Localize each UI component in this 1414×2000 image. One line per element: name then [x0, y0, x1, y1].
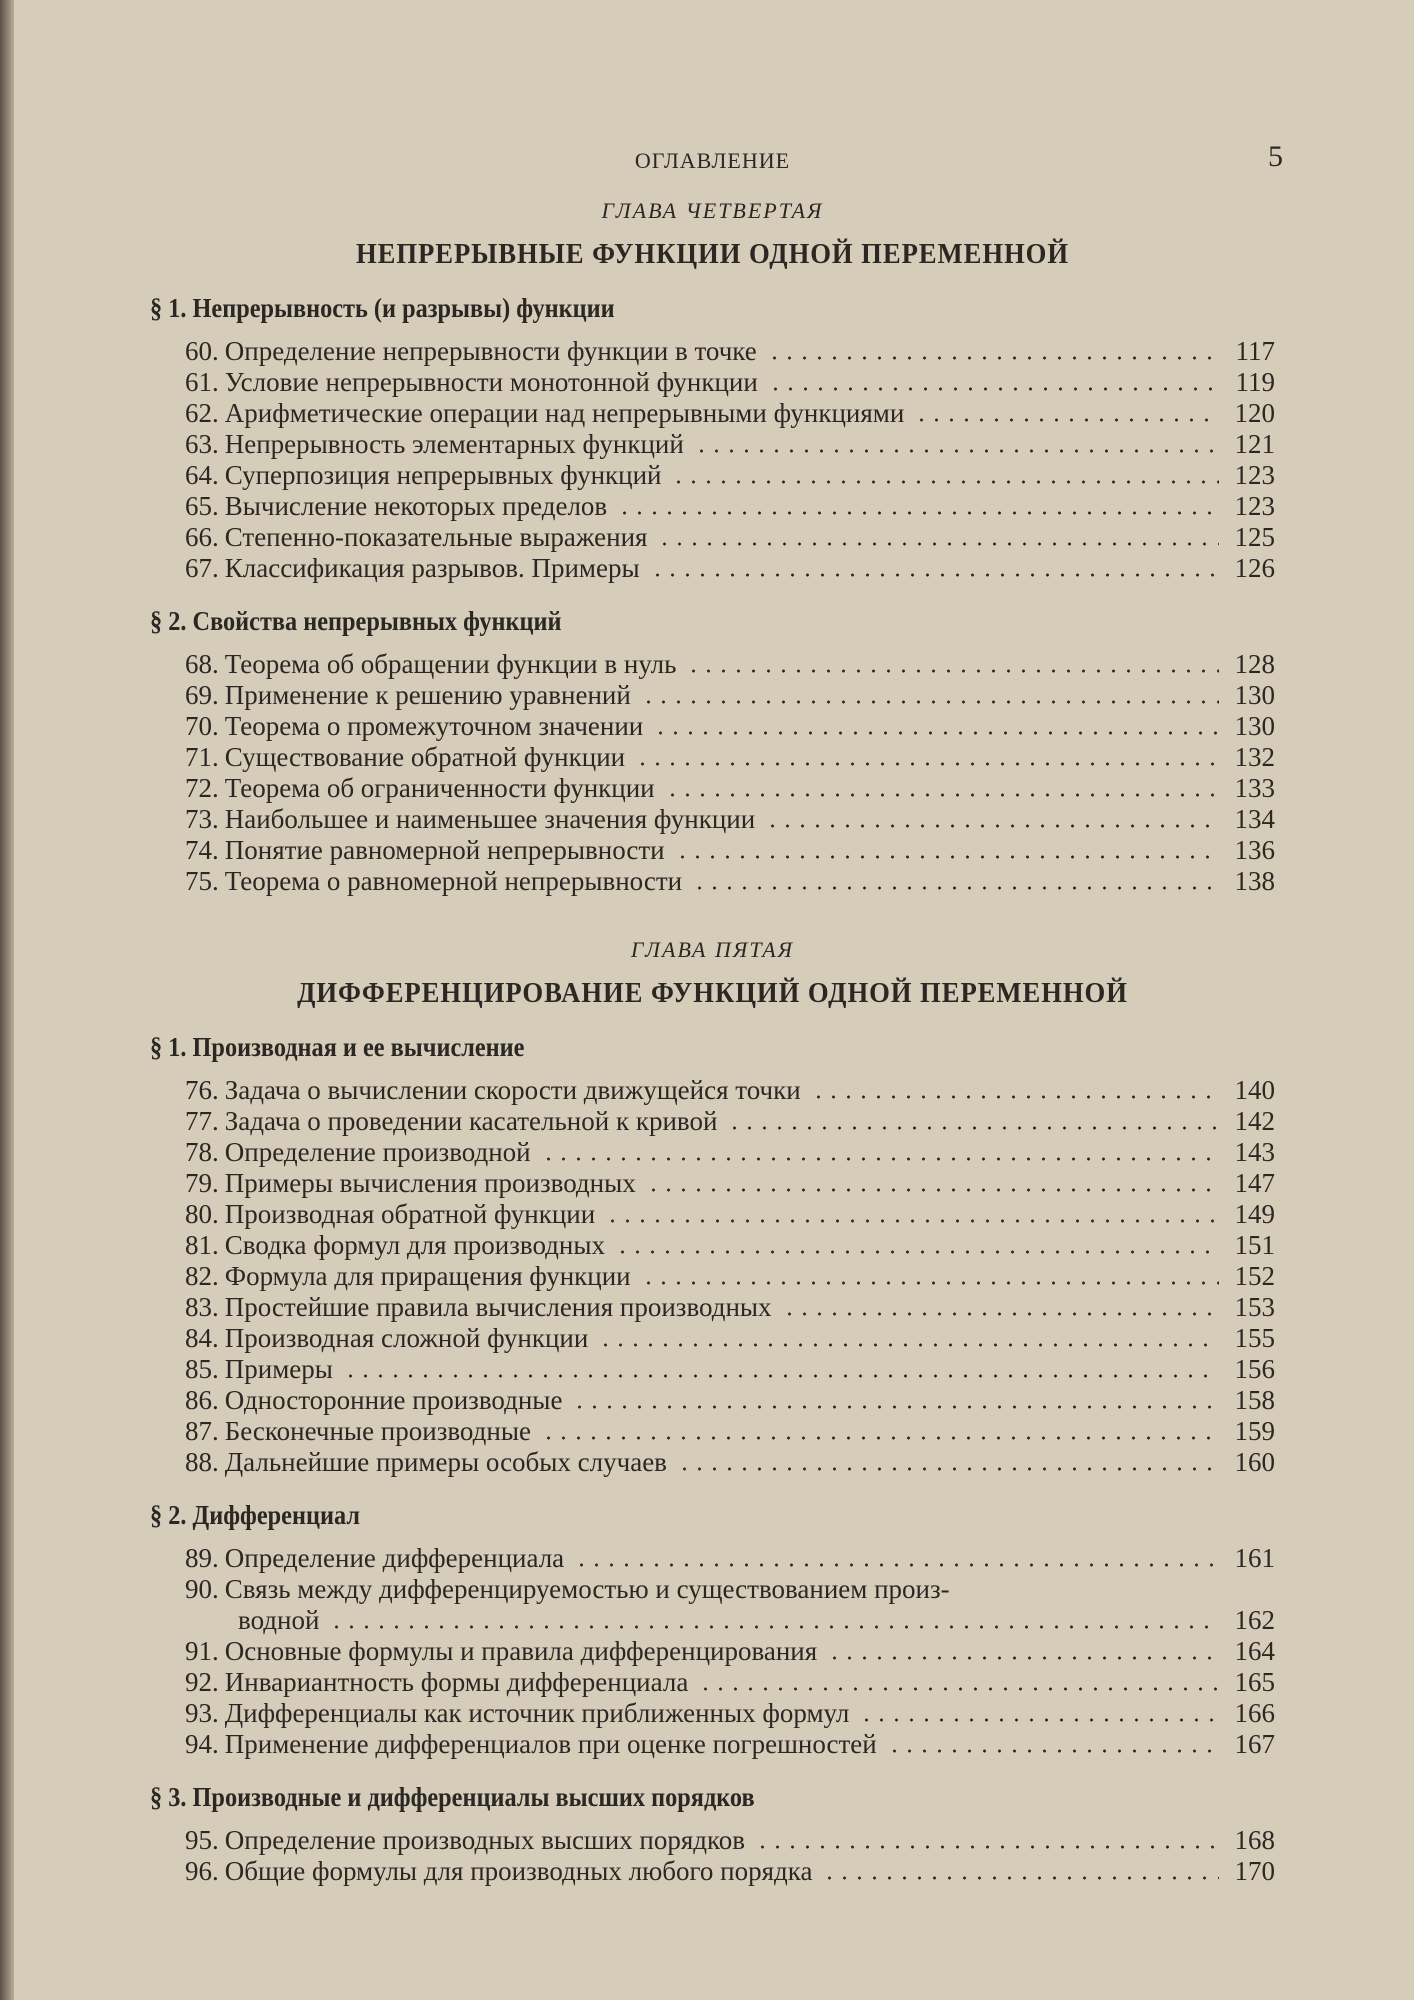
- toc-entry: [150, 1075, 1275, 1106]
- dot-leader: [686, 669, 1219, 673]
- entry-title: Наибольшее и наименьшее значения функции: [224, 804, 756, 834]
- entry-page: 138: [1234, 866, 1275, 896]
- dot-leader: [646, 1188, 1219, 1192]
- entry-page: 132: [1234, 742, 1275, 772]
- toc-entry: [150, 1416, 1275, 1447]
- entry-title: Применение дифференциалов при оценке погрешностей: [224, 1729, 877, 1759]
- toc-entry: [150, 1667, 1275, 1698]
- entry-title: Задача о проведении касательной к кривой: [224, 1106, 718, 1136]
- entry-title: Связь между дифференцируемостью и существованием произ-: [224, 1574, 950, 1604]
- entry-title: Примеры: [224, 1354, 333, 1384]
- entry-number: 78.: [185, 1137, 219, 1167]
- dot-leader: [698, 1687, 1219, 1691]
- entry-number: 60.: [185, 336, 219, 366]
- entry-title: Формула для приращения функции: [224, 1261, 631, 1291]
- entry-number: 85.: [185, 1354, 219, 1384]
- toc-entry: [150, 522, 1275, 553]
- entry-title: Определение дифференциала: [224, 1543, 565, 1573]
- entry-page: 133: [1234, 773, 1275, 803]
- dot-leader: [914, 418, 1219, 422]
- toc-entry: [150, 398, 1275, 429]
- entry-page: 128: [1234, 649, 1275, 679]
- entry-title: Степенно-показательные выражения: [224, 522, 648, 552]
- entry-number: 87.: [185, 1416, 219, 1446]
- dot-leader: [657, 542, 1219, 546]
- entry-number: 62.: [185, 398, 219, 428]
- entry-page: 120: [1234, 398, 1275, 428]
- toc-entry: [150, 1636, 1275, 1667]
- entry-page: 162: [1234, 1605, 1275, 1635]
- entry-title: Определение производных высших порядков: [224, 1825, 746, 1855]
- entry-number: 93.: [185, 1698, 219, 1728]
- entry-title: Непрерывность элементарных функций: [224, 429, 684, 459]
- entry-number: 88.: [185, 1447, 219, 1477]
- entry-number: 89.: [185, 1543, 219, 1573]
- dot-leader: [694, 449, 1219, 453]
- entry-title: Бесконечные производные: [224, 1416, 531, 1446]
- dot-leader: [811, 1095, 1219, 1099]
- entry-number: 64.: [185, 460, 219, 490]
- entry-page: 160: [1234, 1447, 1275, 1477]
- entry-number: 61.: [185, 367, 219, 397]
- toc-entry: [150, 649, 1275, 680]
- entry-number: 66.: [185, 522, 219, 552]
- dot-leader: [887, 1749, 1219, 1753]
- dot-leader: [692, 886, 1219, 890]
- dot-leader: [859, 1718, 1219, 1722]
- toc-entry: [150, 336, 1275, 367]
- entry-number: 74.: [185, 835, 219, 865]
- entry-page: 151: [1234, 1230, 1275, 1260]
- toc-entry: [150, 1856, 1275, 1887]
- entry-number: 90.: [185, 1574, 219, 1604]
- dot-leader: [675, 855, 1219, 859]
- entry-title: Общие формулы для производных любого порядка: [224, 1856, 813, 1886]
- entry-title: Односторонние производные: [224, 1385, 563, 1415]
- toc-entry: [150, 1230, 1275, 1261]
- entry-number: 68.: [185, 649, 219, 679]
- entry-number: 80.: [185, 1199, 219, 1229]
- chapter-label: ГЛАВА ЧЕТВЕРТАЯ: [601, 198, 824, 223]
- entry-number: 83.: [185, 1292, 219, 1322]
- chapter-title: НЕПРЕРЫВНЫЕ ФУНКЦИИ ОДНОЙ ПЕРЕМЕННОЙ: [355, 238, 1070, 270]
- entry-title: Основные формулы и правила дифференцирования: [224, 1636, 818, 1666]
- entry-title: Условие непрерывности монотонной функции: [224, 367, 758, 397]
- entry-page: 121: [1234, 429, 1275, 459]
- dot-leader: [541, 1436, 1219, 1440]
- page-number: 5: [1268, 140, 1283, 173]
- entry-page: 170: [1234, 1856, 1275, 1886]
- running-header: [150, 140, 1283, 180]
- dot-leader: [765, 824, 1219, 828]
- dot-leader: [827, 1656, 1219, 1660]
- toc-entry: [150, 804, 1275, 835]
- running-title: ОГЛАВЛЕНИЕ: [634, 148, 791, 173]
- section-heading: § 1. Непрерывность (и разрывы) функции: [150, 293, 615, 323]
- entry-title: Задача о вычислении скорости движущейся точки: [224, 1075, 801, 1105]
- entry-title: Простейшие правила вычисления производных: [224, 1292, 772, 1322]
- entry-page: 123: [1234, 460, 1275, 490]
- entry-number: 92.: [185, 1667, 219, 1697]
- entry-number: 63.: [185, 429, 219, 459]
- entry-page: 156: [1234, 1354, 1275, 1384]
- entry-page: 130: [1234, 711, 1275, 741]
- entry-number: 71.: [185, 742, 219, 772]
- toc-entry: [150, 1447, 1275, 1478]
- dot-leader: [615, 1250, 1219, 1254]
- toc-entry: [150, 1323, 1275, 1354]
- entry-number: 72.: [185, 773, 219, 803]
- chapter: [150, 937, 1275, 1887]
- entry-title: Производная сложной функции: [224, 1323, 589, 1353]
- entry-page: 153: [1234, 1292, 1275, 1322]
- section-heading: § 3. Производные и дифференциалы высших порядков: [150, 1782, 755, 1812]
- entry-title: Теорема об ограниченности функции: [224, 773, 655, 803]
- toc-entry: [150, 553, 1275, 584]
- dot-leader: [541, 1157, 1219, 1161]
- entry-title: Арифметические операции над непрерывными функциями: [224, 398, 905, 428]
- entry-page: 130: [1234, 680, 1275, 710]
- entry-title: Определение непрерывности функции в точке: [224, 336, 757, 366]
- entry-number: 77.: [185, 1106, 219, 1136]
- entry-page: 168: [1234, 1825, 1275, 1855]
- entry-title: Классификация разрывов. Примеры: [224, 553, 640, 583]
- book-spine-edge: [0, 0, 14, 2000]
- dot-leader: [727, 1126, 1219, 1130]
- entry-page: 155: [1234, 1323, 1275, 1353]
- dot-leader: [822, 1876, 1219, 1880]
- entry-number: 96.: [185, 1856, 219, 1886]
- entry-title: Инвариантность формы дифференциала: [224, 1667, 689, 1697]
- entry-number: 81.: [185, 1230, 219, 1260]
- section-heading: § 2. Дифференциал: [150, 1500, 360, 1530]
- entry-title: Сводка формул для производных: [224, 1230, 605, 1260]
- toc-entry: [150, 1385, 1275, 1416]
- toc-page: [150, 140, 1283, 1887]
- entry-number: 79.: [185, 1168, 219, 1198]
- entry-number: 95.: [185, 1825, 219, 1855]
- entry-title: Теорема о промежуточном значении: [224, 711, 644, 741]
- toc-entry: [150, 742, 1275, 773]
- section-heading: § 2. Свойства непрерывных функций: [150, 606, 562, 636]
- entry-title: Применение к решению уравнений: [224, 680, 631, 710]
- table-of-contents: [150, 198, 1275, 1887]
- toc-entry: [150, 1354, 1275, 1385]
- toc-entry: [150, 1168, 1275, 1199]
- entry-title: Суперпозиция непрерывных функций: [224, 460, 662, 490]
- entry-title: Существование обратной функции: [224, 742, 626, 772]
- entry-title-continuation: водной: [238, 1605, 320, 1635]
- toc-entry: [150, 1199, 1275, 1230]
- dot-leader: [641, 1281, 1219, 1285]
- dot-leader: [598, 1343, 1219, 1347]
- entry-number: 69.: [185, 680, 219, 710]
- dot-leader: [768, 387, 1219, 391]
- section-heading: § 1. Производная и ее вычисление: [150, 1032, 525, 1062]
- entry-page: 147: [1234, 1168, 1275, 1198]
- entry-number: 73.: [185, 804, 219, 834]
- chapter-title: ДИФФЕРЕНЦИРОВАНИЕ ФУНКЦИЙ ОДНОЙ ПЕРЕМЕННОЙ: [297, 977, 1128, 1009]
- entry-title: Определение производной: [224, 1137, 531, 1167]
- entry-number: 91.: [185, 1636, 219, 1666]
- entry-title: Понятие равномерной непрерывности: [224, 835, 665, 865]
- entry-title: Примеры вычисления производных: [224, 1168, 636, 1198]
- dot-leader: [665, 793, 1219, 797]
- toc-entry: [150, 367, 1275, 398]
- toc-entry: [150, 429, 1275, 460]
- entry-page: 149: [1234, 1199, 1275, 1229]
- toc-entry: [150, 866, 1275, 897]
- entry-page: 159: [1234, 1416, 1275, 1446]
- entry-page: 142: [1234, 1106, 1275, 1136]
- dot-leader: [635, 762, 1219, 766]
- toc-entry: [150, 1137, 1275, 1168]
- toc-entry: [150, 1261, 1275, 1292]
- entry-page: 125: [1234, 522, 1275, 552]
- entry-title: Вычисление некоторых пределов: [224, 491, 608, 521]
- entry-page: 123: [1234, 491, 1275, 521]
- dot-leader: [650, 573, 1219, 577]
- dot-leader: [653, 731, 1219, 735]
- toc-entry: [150, 1574, 1275, 1605]
- entry-number: 84.: [185, 1323, 219, 1353]
- toc-entry: [150, 460, 1275, 491]
- entry-page: 126: [1234, 553, 1275, 583]
- entry-page: 165: [1234, 1667, 1275, 1697]
- entry-number: 70.: [185, 711, 219, 741]
- entry-title: Теорема об обращении функции в нуль: [224, 649, 677, 679]
- dot-leader: [671, 480, 1219, 484]
- entry-title: Дифференциалы как источник приближенных формул: [224, 1698, 850, 1728]
- toc-entry: [150, 491, 1275, 522]
- entry-page: 140: [1234, 1075, 1275, 1105]
- chapter: [150, 198, 1275, 897]
- dot-leader: [767, 356, 1219, 360]
- toc-entry: [150, 1698, 1275, 1729]
- toc-entry: [150, 1292, 1275, 1323]
- entry-page: 166: [1234, 1698, 1275, 1728]
- dot-leader: [329, 1625, 1219, 1629]
- dot-leader: [782, 1312, 1219, 1316]
- dot-leader: [343, 1374, 1219, 1378]
- toc-entry: [150, 680, 1275, 711]
- entry-page: 143: [1234, 1137, 1275, 1167]
- entry-title: Теорема о равномерной непрерывности: [224, 866, 683, 896]
- entry-page: 152: [1234, 1261, 1275, 1291]
- entry-page: 167: [1234, 1729, 1275, 1759]
- toc-entry: [150, 1106, 1275, 1137]
- entry-number: 67.: [185, 553, 219, 583]
- entry-number: 82.: [185, 1261, 219, 1291]
- entry-page: 161: [1234, 1543, 1275, 1573]
- dot-leader: [574, 1563, 1219, 1567]
- entry-title: Производная обратной функции: [224, 1199, 596, 1229]
- entry-number: 86.: [185, 1385, 219, 1415]
- entry-number: 94.: [185, 1729, 219, 1759]
- dot-leader: [755, 1845, 1219, 1849]
- toc-entry: [150, 773, 1275, 804]
- entry-page: 117: [1235, 336, 1275, 366]
- toc-entry: [150, 1825, 1275, 1856]
- entry-page: 158: [1234, 1385, 1275, 1415]
- entry-number: 76.: [185, 1075, 219, 1105]
- dot-leader: [677, 1467, 1219, 1471]
- toc-entry-continuation: [150, 1605, 1275, 1636]
- dot-leader: [572, 1405, 1219, 1409]
- toc-entry: [150, 711, 1275, 742]
- entry-page: 134: [1234, 804, 1275, 834]
- entry-page: 164: [1234, 1636, 1275, 1666]
- toc-entry: [150, 1543, 1275, 1574]
- entry-title: Дальнейшие примеры особых случаев: [224, 1447, 667, 1477]
- toc-entry: [150, 835, 1275, 866]
- entry-page: 119: [1235, 367, 1275, 397]
- entry-number: 75.: [185, 866, 219, 896]
- dot-leader: [641, 700, 1219, 704]
- chapter-label: ГЛАВА ПЯТАЯ: [630, 937, 795, 962]
- dot-leader: [617, 511, 1219, 515]
- toc-entry: [150, 1729, 1275, 1760]
- entry-page: 136: [1234, 835, 1275, 865]
- dot-leader: [605, 1219, 1219, 1223]
- entry-number: 65.: [185, 491, 219, 521]
